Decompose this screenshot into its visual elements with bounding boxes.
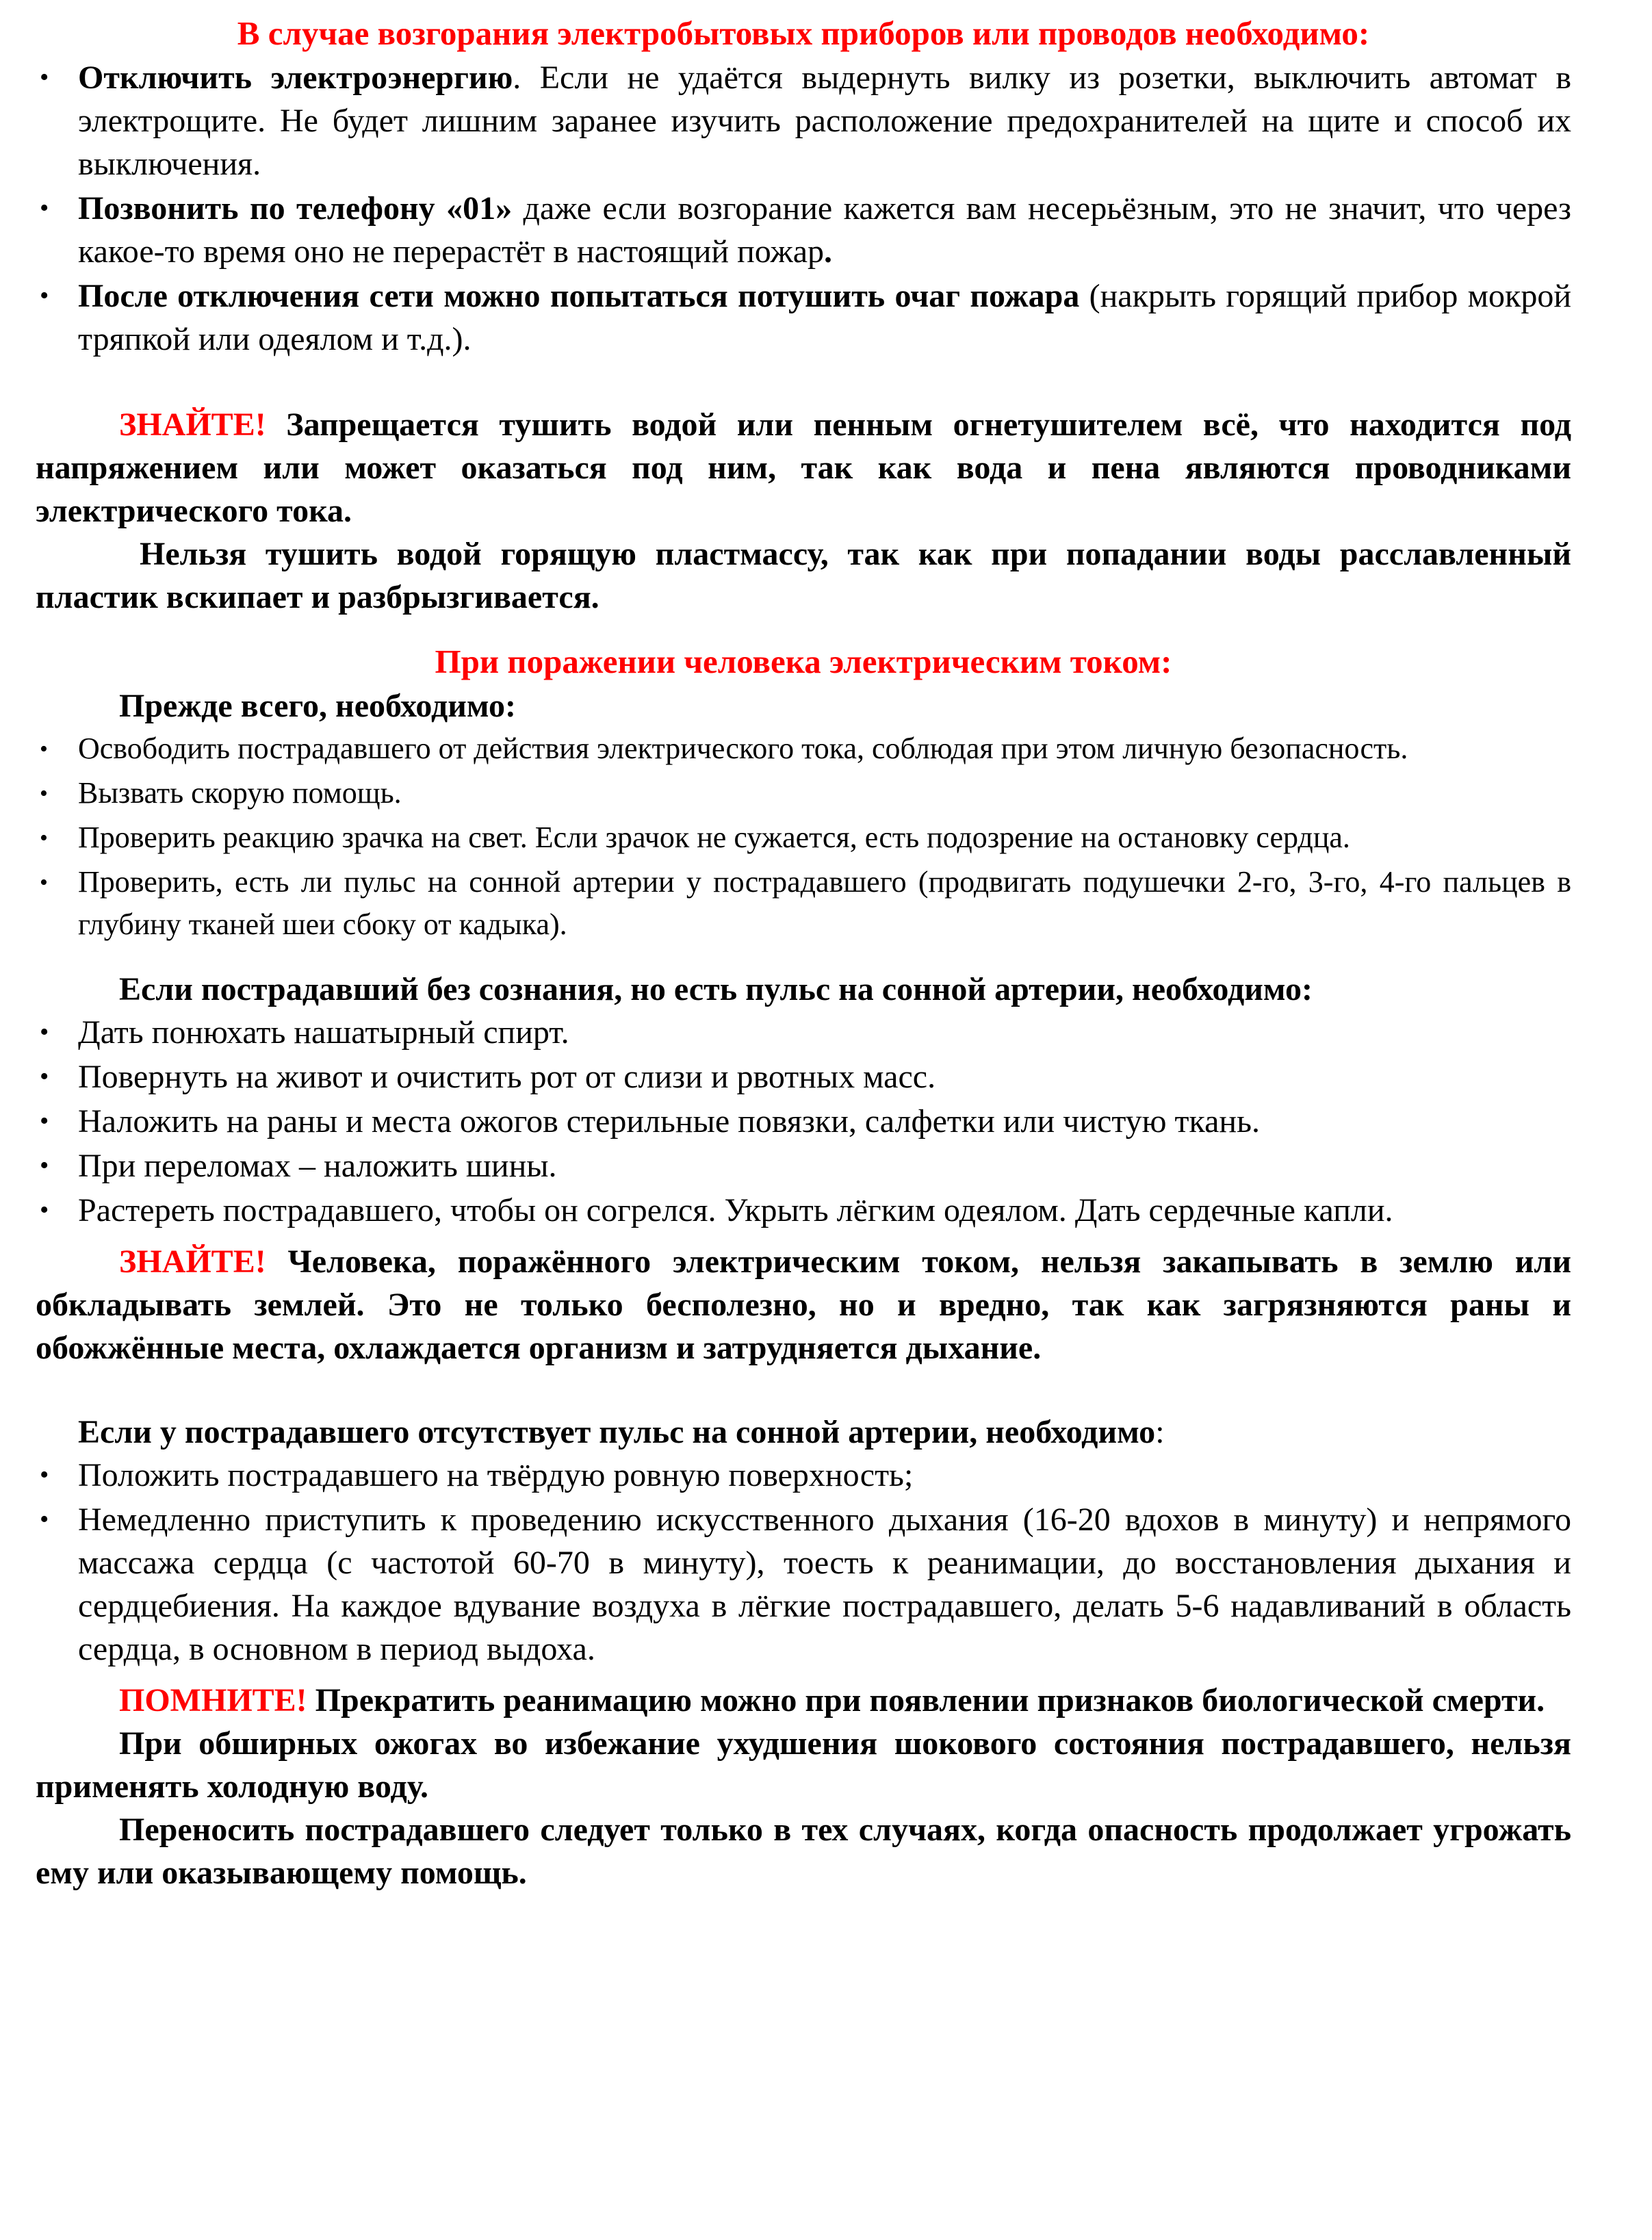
warning-text: Запрещается тушить водой или пенным огнетушителем всё, что находится под напряжением или может оказаться под ним, так как вода и пена являются проводниками электрического тока. <box>36 407 1571 529</box>
warning-paragraph: При обширных ожогах во избежание ухудшения шокового состояния пострадавшего, нельзя применять холодную воду. <box>36 1725 1571 1805</box>
list-item <box>36 861 1571 946</box>
warning-label: ЗНАЙТЕ! <box>119 407 266 443</box>
list-item <box>36 1011 1571 1054</box>
bullet-icon: • <box>40 1151 49 1180</box>
list-item-text: Растереть пострадавшего, чтобы он согрелся. Укрыть лёгким одеялом. Дать сердечные капли. <box>78 1192 1393 1228</box>
subheading: Прежде всего, необходимо: <box>119 688 516 724</box>
list-item-text: При переломах – наложить шины. <box>78 1148 557 1184</box>
list-item-text: Повернуть на живот и очистить рот от слизи и рвотных масс. <box>78 1059 936 1095</box>
list-item-text: Положить пострадавшего на твёрдую ровную поверхность; <box>78 1457 914 1493</box>
list-item <box>36 187 1571 273</box>
warning-label: ЗНАЙТЕ! <box>119 1244 266 1280</box>
list-item <box>36 1498 1571 1671</box>
list-item-bold: Отключить электроэнергию <box>78 60 513 96</box>
bullet-icon: • <box>40 63 49 92</box>
fire-heading: В случае возгорания электробытовых приборов или проводов необходимо: <box>237 14 1370 52</box>
bullet-icon: • <box>40 1505 49 1534</box>
list-item-tail: . <box>824 233 833 270</box>
warning-paragraph: Переносить пострадавшего следует только в тех случаях, когда опасность продолжает угрожать ему или оказывающему помощь. <box>36 1812 1571 1891</box>
warning-paragraph <box>36 1240 1571 1369</box>
bullet-icon: • <box>40 194 49 222</box>
shock-heading: При поражении человека электрическим током: <box>435 643 1172 680</box>
list-item <box>36 274 1571 361</box>
bullet-icon: • <box>40 281 49 310</box>
subheading: Если пострадавший без сознания, но есть пульс на сонной артерии, необходимо: <box>119 971 1313 1007</box>
list-item <box>36 56 1571 185</box>
list-item <box>36 1144 1571 1187</box>
list-item-text: Проверить, есть ли пульс на сонной артерии у пострадавшего (продвигать подушечки 2-го, 3-го, 4-го пальцев в глубину тканей шеи сбоку от кадыка). <box>78 865 1571 941</box>
list-item-text: Немедленно приступить к проведению искусственного дыхания (16-20 вдохов в минуту) и непрямого массажа сердца (с частотой 60-70 в минуту), тоесть к реанимации, до восстановления дыхания и сердцебиения. На каждое вдувание воздуха в лёгкие пострадавшего, делать 5-6 надавливаний в область сердца, в основном в период выдоха. <box>78 1502 1571 1667</box>
list-item-text: Проверить реакцию зрачка на свет. Если зрачок не сужается, есть подозрение на остановку сердца. <box>78 821 1350 854</box>
subheading: Если у пострадавшего отсутствует пульс на сонной артерии, необходимо: <box>78 1414 1165 1450</box>
list-item-text: (накрыть горящий прибор мокрой тряпкой или одеялом и т.д.). <box>78 278 1572 357</box>
list-item-bold: Позвонить по телефону «01» <box>78 190 513 227</box>
warning-text: Прекратить реанимацию можно при появлении признаков биологической смерти. <box>307 1682 1545 1718</box>
bullet-icon: • <box>40 1018 49 1046</box>
bullet-icon: • <box>40 825 48 851</box>
document-page <box>36 11 1571 1894</box>
list-item-bold: После отключения сети можно попытаться потушить очаг пожара <box>78 278 1080 314</box>
list-item <box>36 772 1571 815</box>
list-item-text: Дать понюхать нашатырный спирт. <box>78 1014 569 1051</box>
warning-text: Человека, поражённого электрическим током, нельзя закапывать в землю или обкладывать землей. Это не только бесполезно, но и вредно, так как загрязняются раны и обожжённые места, охлаждается организм и затрудняется дыхание. <box>36 1244 1571 1366</box>
list-item <box>36 816 1571 860</box>
bullet-icon: • <box>40 1062 49 1091</box>
list-item-text: Освободить пострадавшего от действия электрического тока, соблюдая при этом личную безопасность. <box>78 732 1408 765</box>
list-item-text: Вызвать скорую помощь. <box>78 776 402 810</box>
list-item-text: Наложить на раны и места ожогов стерильные повязки, салфетки или чистую ткань. <box>78 1103 1260 1140</box>
list-item <box>36 728 1571 771</box>
bullet-icon: • <box>40 1460 49 1489</box>
list-item <box>36 1189 1571 1232</box>
warning-paragraph: Нельзя тушить водой горящую пластмассу, так как при попадании воды расславленный пластик вскипает и разбрызгивается. <box>36 536 1571 615</box>
bullet-icon: • <box>40 870 48 895</box>
list-item <box>36 1100 1571 1143</box>
warning-paragraph <box>36 1679 1571 1722</box>
bullet-icon: • <box>40 1196 49 1224</box>
list-item <box>36 1055 1571 1098</box>
bullet-icon: • <box>40 781 48 806</box>
warning-paragraph <box>36 403 1571 532</box>
bullet-icon: • <box>40 736 48 762</box>
warning-label: ПОМНИТЕ! <box>119 1682 307 1718</box>
list-item-text: . Если не удаётся выдернуть вилку из розетки, выключить автомат в электрощите. Не будет лишним заранее изучить расположение предохранителей на щите и способ их выключения. <box>78 60 1571 182</box>
list-item-text: даже если возгорание кажется вам несерьёзным, это не значит, что через какое-то время оно не перерастёт в настоящий пожар <box>78 190 1572 270</box>
list-item <box>36 1454 1571 1497</box>
bullet-icon: • <box>40 1107 49 1135</box>
